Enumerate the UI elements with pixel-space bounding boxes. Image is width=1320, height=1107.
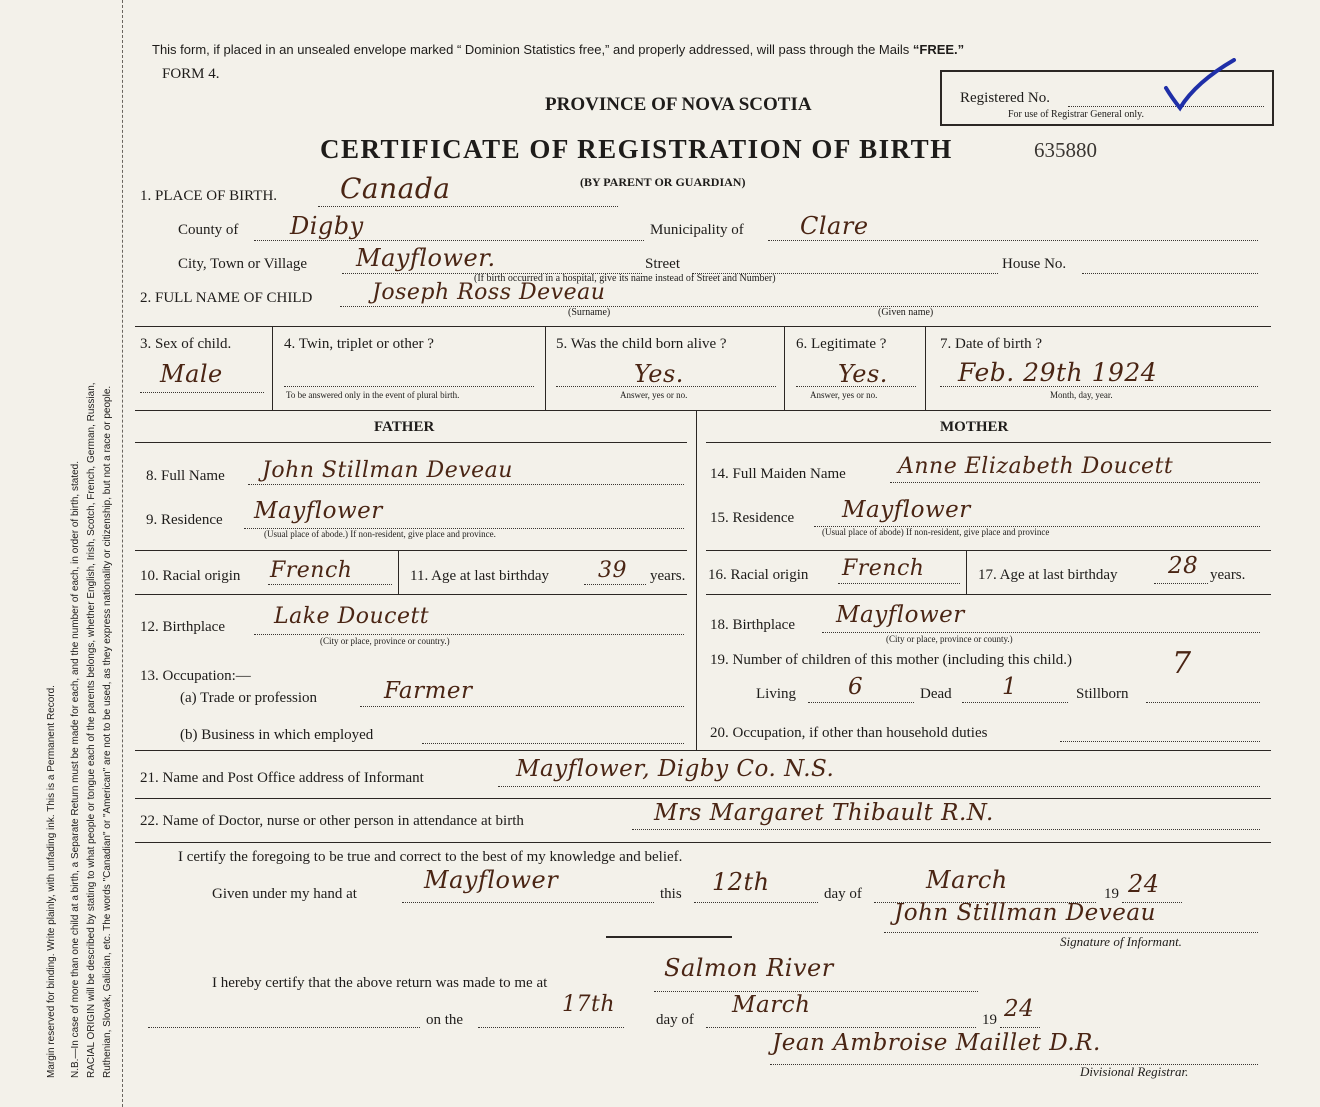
child-name-label: 2. FULL NAME OF CHILD bbox=[140, 290, 313, 306]
given-place-value: Mayflower bbox=[424, 866, 559, 894]
stillborn-label: Stillborn bbox=[1076, 686, 1129, 702]
sex-value: Male bbox=[160, 360, 223, 388]
father-race-label: 10. Racial origin bbox=[140, 568, 241, 584]
margin-note-3: N.B.—In case of more than one child at a birth, a Separate Return must be made for each, and the number of each, in order of birth, stated. bbox=[70, 460, 81, 1078]
father-birthplace-value: Lake Doucett bbox=[274, 604, 430, 629]
margin-note-4: Margin reserved for binding. Write plainly, with unfading ink. This is a Permanent Record. bbox=[46, 685, 57, 1078]
father-birthplace-label: 12. Birthplace bbox=[140, 619, 225, 635]
children-count-value: 7 bbox=[1172, 646, 1192, 681]
father-residence-note: (Usual place of abode.) If non-resident, give place and province. bbox=[264, 529, 496, 539]
checkmark-icon bbox=[1158, 58, 1238, 114]
trade-value: Farmer bbox=[384, 678, 473, 704]
father-age-label: 11. Age at last birthday bbox=[410, 568, 549, 584]
province-name: PROVINCE OF NOVA SCOTIA bbox=[545, 94, 812, 115]
margin-note-2: RACIAL ORIGIN will be described by stating to what people or tongue each of the parents belongs, whether English, Irish, Scotch, French, German, Russian, bbox=[86, 382, 97, 1078]
doctor-value: Mrs Margaret Thibault R.N. bbox=[654, 800, 994, 826]
mother-birthplace-note: (City or place, province or county.) bbox=[886, 634, 1013, 644]
child-name-value: Joseph Ross Deveau bbox=[372, 280, 606, 305]
born-alive-note: Answer, yes or no. bbox=[620, 390, 688, 400]
day-value: 12th bbox=[712, 868, 770, 896]
municipality-label: Municipality of bbox=[650, 222, 744, 238]
dob-note: Month, day, year. bbox=[1050, 390, 1113, 400]
children-count-label: 19. Number of children of this mother (including this child.) bbox=[710, 652, 1073, 668]
dead-label: Dead bbox=[920, 686, 952, 702]
binding-margin-line bbox=[122, 0, 123, 1107]
twin-label: 4. Twin, triplet or other ? bbox=[284, 336, 434, 352]
registrar-signature: Jean Ambroise Maillet D.R. bbox=[772, 1030, 1101, 1056]
registration-year-value: 24 bbox=[1004, 996, 1035, 1022]
informant-value: Mayflower, Digby Co. N.S. bbox=[516, 756, 835, 782]
legitimate-label: 6. Legitimate ? bbox=[796, 336, 887, 352]
father-years-label: years. bbox=[650, 568, 686, 584]
father-residence-label: 9. Residence bbox=[146, 512, 223, 528]
sex-label: 3. Sex of child. bbox=[140, 336, 232, 352]
mother-heading: MOTHER bbox=[940, 419, 1009, 435]
registered-box bbox=[940, 70, 1274, 126]
registrar-use-note: For use of Registrar General only. bbox=[1008, 109, 1144, 120]
registrar-label: Divisional Registrar. bbox=[1080, 1064, 1189, 1079]
city-label: City, Town or Village bbox=[178, 256, 308, 272]
mother-age-label: 17. Age at last birthday bbox=[978, 567, 1118, 583]
mother-years-label: years. bbox=[1210, 567, 1246, 583]
county-label: County of bbox=[178, 222, 239, 238]
father-name-label: 8. Full Name bbox=[146, 468, 225, 484]
form-number: FORM 4. bbox=[162, 66, 220, 82]
mailing-notice: This form, if placed in an unsealed envelope marked “ Dominion Statistics free,” and properly addressed, will pass through the Mails “FREE.” bbox=[152, 42, 965, 57]
father-race-value: French bbox=[270, 558, 353, 583]
surname-note: (Surname) bbox=[568, 307, 611, 318]
registration-day-of-label: day of bbox=[656, 1012, 694, 1028]
certificate-title: CERTIFICATE OF REGISTRATION OF BIRTH bbox=[320, 134, 953, 164]
month-value: March bbox=[926, 866, 1008, 894]
doctor-label: 22. Name of Doctor, nurse or other person in attendance at birth bbox=[140, 813, 524, 829]
mother-race-value: French bbox=[842, 556, 925, 581]
mother-name-label: 14. Full Maiden Name bbox=[710, 466, 846, 482]
municipality-value: Clare bbox=[800, 212, 869, 240]
father-heading: FATHER bbox=[374, 419, 435, 435]
dob-label: 7. Date of birth ? bbox=[940, 336, 1043, 352]
dead-value: 1 bbox=[1002, 674, 1018, 700]
county-value: Digby bbox=[290, 212, 364, 240]
place-of-birth-value: Canada bbox=[340, 172, 451, 205]
mother-name-value: Anne Elizabeth Doucett bbox=[898, 454, 1174, 479]
living-label: Living bbox=[756, 686, 796, 702]
mother-race-label: 16. Racial origin bbox=[708, 567, 809, 583]
mother-birthplace-value: Mayflower bbox=[836, 602, 965, 628]
year-value: 24 bbox=[1128, 870, 1160, 898]
house-number-label: House No. bbox=[1002, 256, 1067, 272]
informant-signature: John Stillman Deveau bbox=[894, 900, 1156, 926]
hereby-certify-label: I hereby certify that the above return was made to me at bbox=[212, 975, 548, 991]
registration-month-value: March bbox=[732, 992, 811, 1018]
given-at-label: Given under my hand at bbox=[212, 886, 357, 902]
trade-label: (a) Trade or profession bbox=[180, 690, 318, 706]
place-of-birth-label: 1. PLACE OF BIRTH. bbox=[140, 188, 278, 204]
father-birthplace-note: (City or place, province or country.) bbox=[320, 636, 450, 646]
margin-note-1: Ruthenian, Slovak, Galician, etc. The words "Canadian" or "American" are not to be used, as they express nationality or citizenship, but not a race or people. bbox=[102, 385, 113, 1078]
year-prefix: 19 bbox=[1104, 886, 1119, 902]
hospital-note: (If birth occurred in a hospital, give its name instead of Street and Number) bbox=[474, 273, 776, 284]
legitimate-note: Answer, yes or no. bbox=[810, 390, 878, 400]
on-the-label: on the bbox=[426, 1012, 464, 1028]
city-value: Mayflower. bbox=[356, 244, 496, 272]
father-age-value: 39 bbox=[598, 558, 627, 583]
twin-note: To be answered only in the event of plural birth. bbox=[286, 390, 460, 400]
certify-statement: I certify the foregoing to be true and correct to the best of my knowledge and belief. bbox=[178, 849, 683, 865]
business-label: (b) Business in which employed bbox=[180, 727, 374, 743]
mother-residence-value: Mayflower bbox=[842, 497, 971, 523]
mother-residence-note: (Usual place of abode) If non-resident, give place and province bbox=[822, 527, 1050, 537]
dob-value: Feb. 29th 1924 bbox=[958, 358, 1158, 387]
mother-residence-label: 15. Residence bbox=[710, 510, 795, 526]
father-name-value: John Stillman Deveau bbox=[262, 458, 513, 483]
occupation-label: 13. Occupation:— bbox=[140, 668, 251, 684]
registration-day-value: 17th bbox=[562, 992, 616, 1017]
born-alive-label: 5. Was the child born alive ? bbox=[556, 336, 727, 352]
day-of-label: day of bbox=[824, 886, 862, 902]
certificate-subtitle: (BY PARENT OR GUARDIAN) bbox=[580, 175, 746, 189]
registered-label: Registered No. bbox=[960, 90, 1050, 106]
registration-place-value: Salmon River bbox=[664, 954, 834, 982]
living-value: 6 bbox=[848, 674, 864, 700]
signature-label: Signature of Informant. bbox=[1060, 934, 1182, 949]
born-alive-value: Yes. bbox=[634, 360, 684, 388]
street-label: Street bbox=[645, 256, 680, 272]
legitimate-value: Yes. bbox=[838, 360, 888, 388]
certificate-number: 635880 bbox=[1034, 138, 1097, 162]
father-residence-value: Mayflower bbox=[254, 498, 383, 524]
mother-birthplace-label: 18. Birthplace bbox=[710, 617, 795, 633]
registration-year-prefix: 19 bbox=[982, 1012, 997, 1028]
given-name-note: (Given name) bbox=[878, 307, 934, 318]
mother-age-value: 28 bbox=[1168, 553, 1199, 579]
informant-mark-line bbox=[606, 936, 732, 938]
informant-label: 21. Name and Post Office address of Informant bbox=[140, 770, 424, 786]
this-label: this bbox=[660, 886, 682, 902]
mother-occupation-label: 20. Occupation, if other than household duties bbox=[710, 725, 988, 741]
